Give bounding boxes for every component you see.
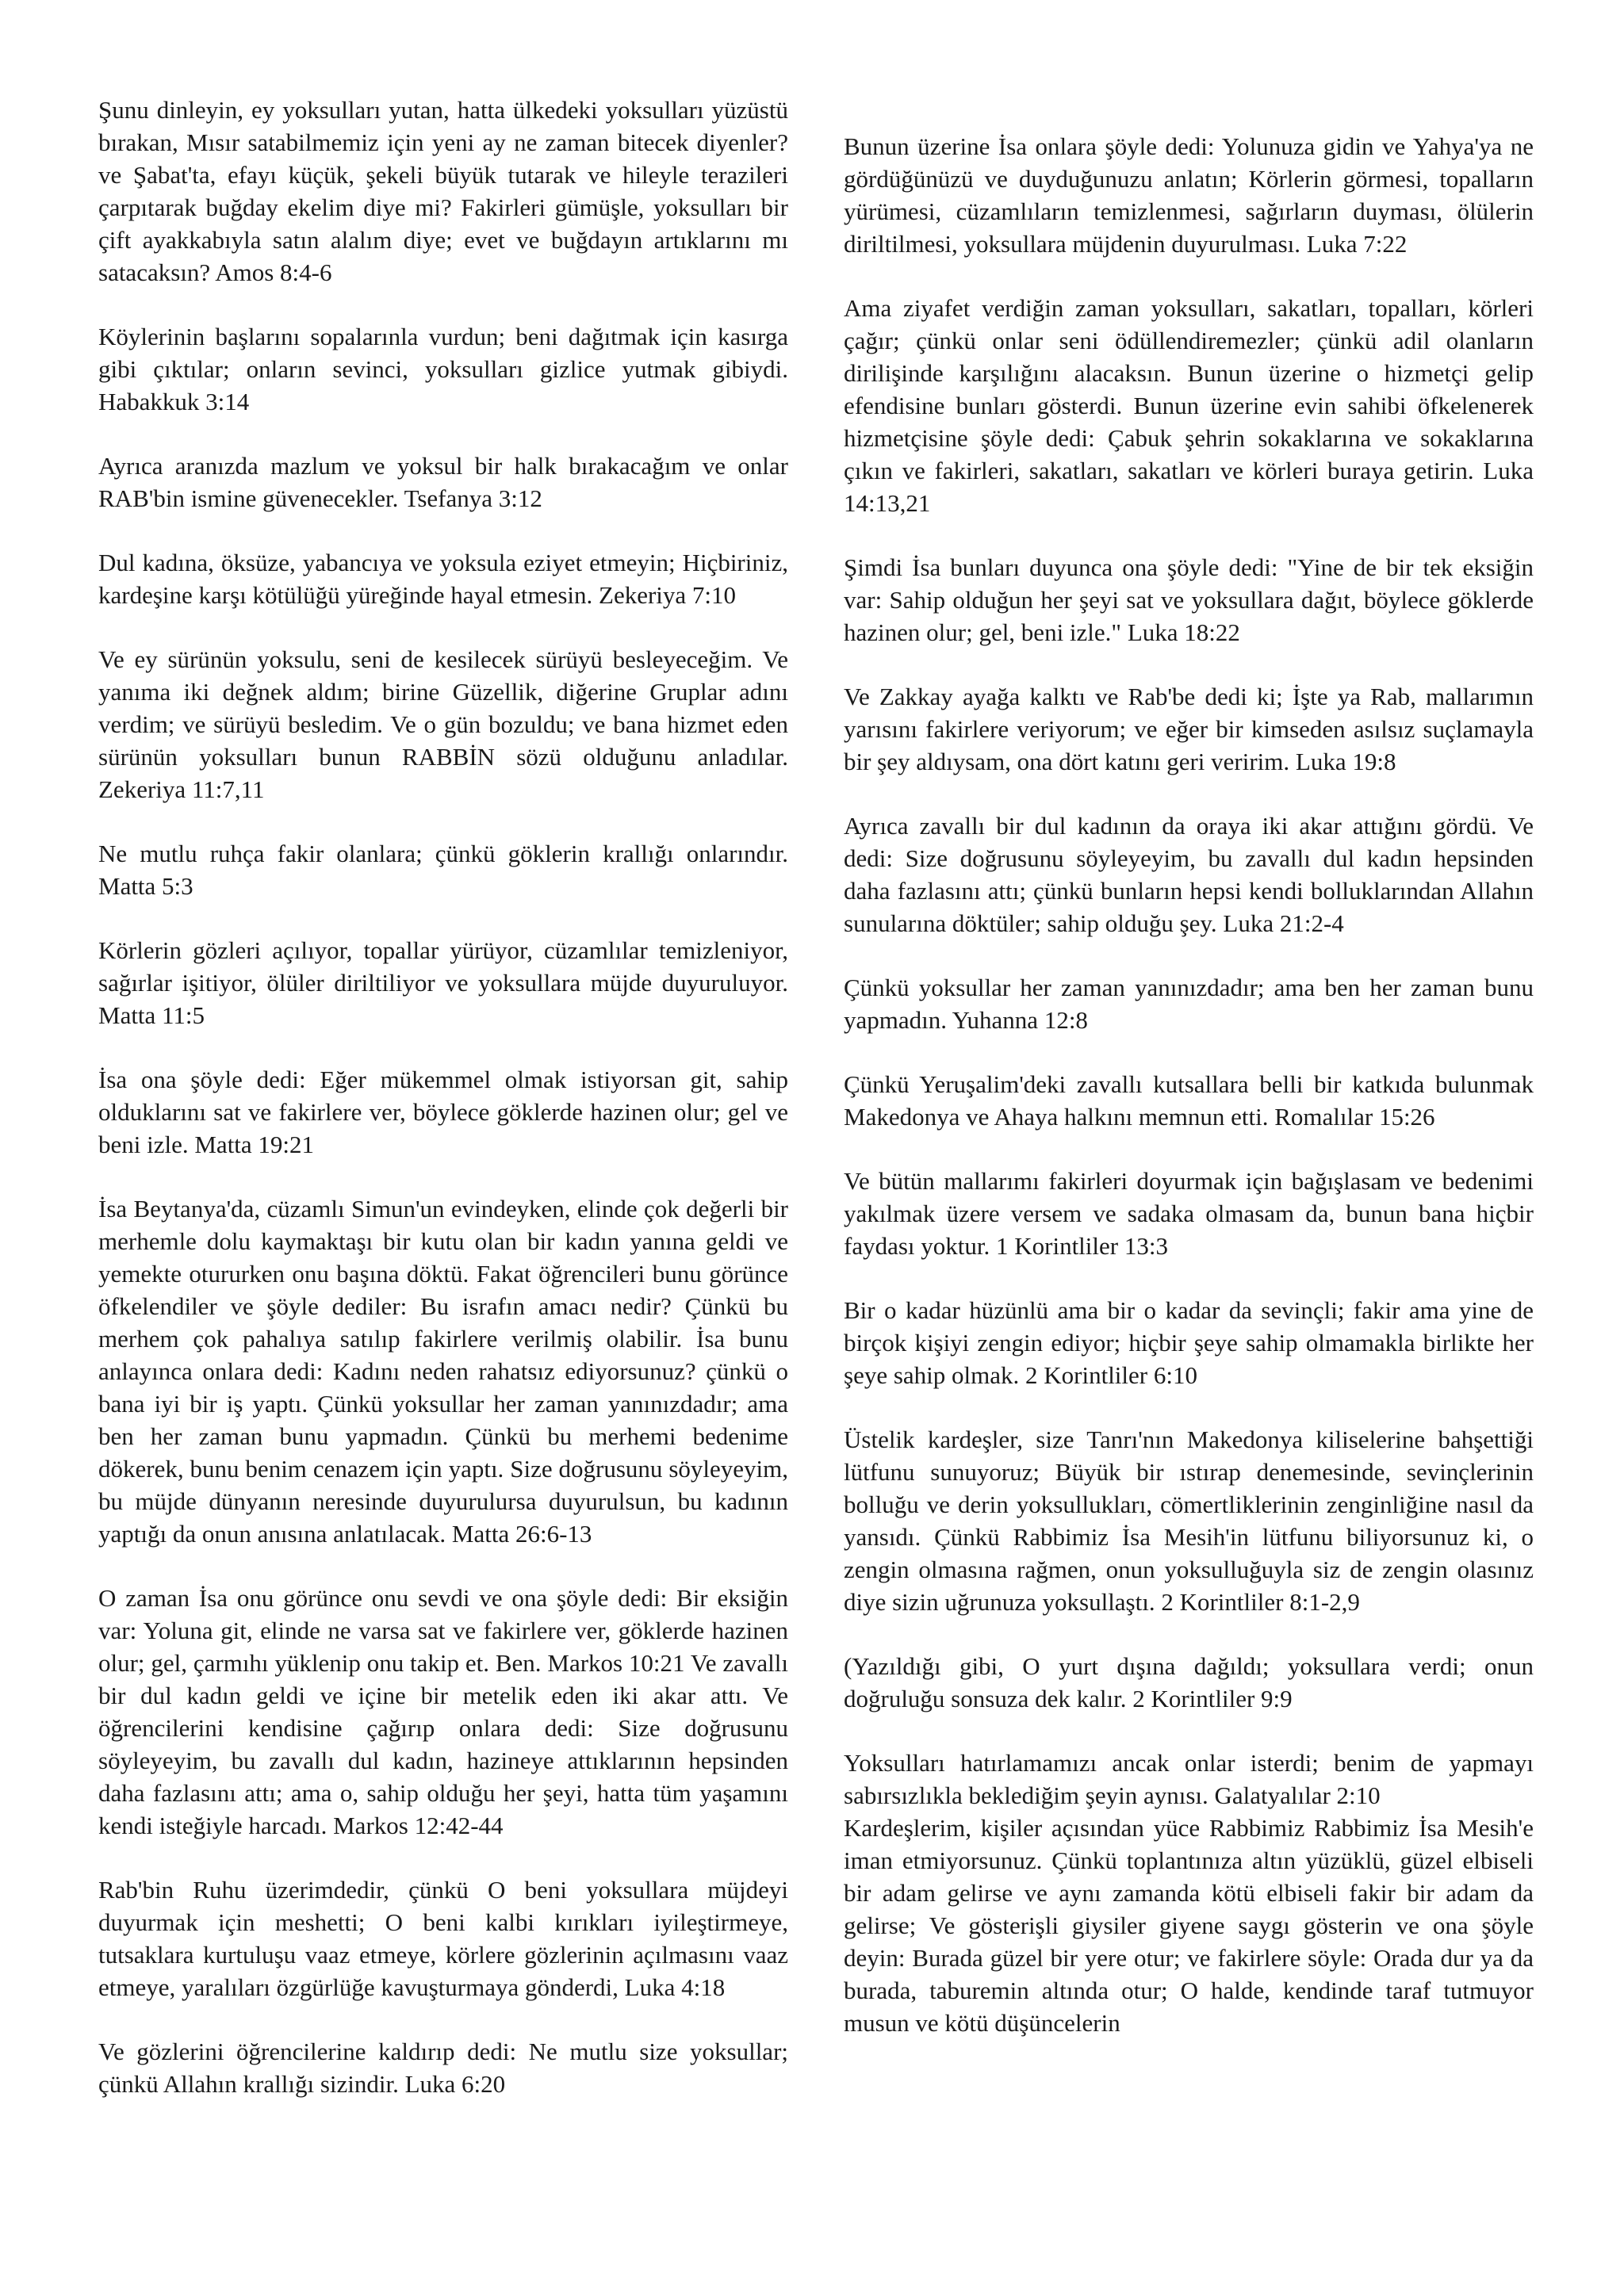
right-text-column bbox=[844, 130, 1534, 2071]
verse-paragraph: Ama ziyafet verdiğin zaman yoksulları, sakatları, topalları, körleri çağır; çünkü onlar seni ödüllendiremezler; çünkü adil olanların dirilişinde karşılığını alacaksın. Bunun üzerine o hizmetçi gelip efendisine bunları gösterdi. Bunun üzerine evin sahibi öfkelenerek hizmetçisine şöyle dedi: Çabuk şehrin sokaklarına ve sokaklarına çıkın ve fakirleri, sakatları, sakatları ve körleri buraya getirin. Luka 14:13,21 bbox=[844, 294, 1534, 517]
verse-paragraph: Üstelik kardeşler, size Tanrı'nın Makedonya kiliselerine bahşettiği lütfunu sunuyoruz; Büyük bir ıstırap denemesinde, sevinçlerinin bolluğu ve derin yoksullukları, cömertliklerinin zenginliğine nasıl da yansıdı. Çünkü Rabbimiz İsa Mesih'in lütfunu biliyorsunuz ki, o zengin olmasına rağmen, onun yoksulluğuyla siz de zengin olasınız diye sizin uğrunuza yoksullaştı. 2 Korintliler 8:1-2,9 bbox=[844, 1425, 1534, 1616]
verse-paragraph: İsa Beytanya'da, cüzamlı Simun'un evindeyken, elinde çok değerli bir merhemle dolu kaymaktaşı bir kutu olan bir kadın yanına geldi ve yemekte otururken onu başına döktü. Fakat öğrencileri bunu görünce öfkelendiler ve şöyle dediler: Bu israfın amacı nedir? Çünkü bu merhem çok pahalıya satılıp fakirlere verilmiş olabilir. İsa bunu anlayınca onlara dedi: Kadını neden rahatsız ediyorsunuz? çünkü o bana iyi bir iş yaptı. Çünkü yoksullar her zaman yanınızdadır; ama ben her zaman bunu yapmadın. Çünkü bu merhemi bedenime dökerek, bunu benim cenazem için yaptı. Size doğrusunu söyleyeyim, bu müjde dünyanın neresinde duyurulursa duyurulsun, bu kadının yaptığı da onun anısına anlatılacak. Matta 26:6-13 bbox=[98, 1195, 788, 1548]
verse-paragraph: Ve Zakkay ayağa kalktı ve Rab'be dedi ki; İşte ya Rab, mallarımın yarısını fakirlere veriyorum; ve eğer bir kimseden asılsız suçlamayla bir şey aldıysam, ona dört katını geri veririm. Luka 19:8 bbox=[844, 683, 1534, 775]
verse-paragraph: Çünkü Yeruşalim'deki zavallı kutsallara belli bir katkıda bulunmak Makedonya ve Ahaya halkını memnun etti. Romalılar 15:26 bbox=[844, 1070, 1534, 1131]
verse-paragraph: Çünkü yoksullar her zaman yanınızdadır; ama ben her zaman bunu yapmadın. Yuhanna 12:8 bbox=[844, 974, 1534, 1034]
verse-paragraph: Körlerin gözleri açılıyor, topallar yürüyor, cüzamlılar temizleniyor, sağırlar işitiyor, ölüler diriltiliyor ve yoksullara müjde duyuruluyor. Matta 11:5 bbox=[98, 936, 788, 1029]
verse-paragraph: Bir o kadar hüzünlü ama bir o kadar da sevinçli; fakir ama yine de birçok kişiyi zengin ediyor; hiçbir şeye sahip olmamakla birlikte her şeye sahip olmak. 2 Korintliler 6:10 bbox=[844, 1296, 1534, 1389]
verse-paragraph: Şimdi İsa bunları duyunca ona şöyle dedi: "Yine de bir tek eksiğin var: Sahip olduğun her şeyi sat ve yoksullara dağıt, böylece göklerde hazinen olur; gel, beni izle." Luka 18:22 bbox=[844, 553, 1534, 646]
verse-paragraph: Ayrıca aranızda mazlum ve yoksul bir halk bırakacağım ve onlar RAB'bin ismine güvenecekler. Tsefanya 3:12 bbox=[98, 452, 788, 512]
verse-paragraph: Ayrıca zavallı bir dul kadının da oraya iki akar attığını gördü. Ve dedi: Size doğrusunu söyleyeyim, bu zavallı dul kadın hepsinden daha fazlasını attı; çünkü bunların hepsi kendi bolluklarından Allahın sunularına döktüler; sahip olduğu şey. Luka 21:2-4 bbox=[844, 812, 1534, 937]
verse-paragraph: Bunun üzerine İsa onlara şöyle dedi: Yolunuza gidin ve Yahya'ya ne gördüğünüzü ve duyduğunuzu anlatın; Körlerin görmesi, topalların yürümesi, cüzamlıların temizlenmesi, sağırların duyması, ölülerin diriltilmesi, yoksullara müjdenin duyurulması. Luka 7:22 bbox=[844, 132, 1534, 258]
verse-paragraph: Ne mutlu ruhça fakir olanlara; çünkü göklerin krallığı onlarındır. Matta 5:3 bbox=[98, 840, 788, 900]
verse-paragraph: Yoksulları hatırlamamızı ancak onlar isterdi; benim de yapmayı sabırsızlıkla beklediğim şeyin aynısı. Galatyalılar 2:10 bbox=[844, 1749, 1534, 1809]
verse-paragraph: Kardeşlerim, kişiler açısından yüce Rabbimiz Rabbimiz İsa Mesih'e iman etmiyorsunuz. Çünkü toplantınıza altın yüzüklü, güzel elbiseli bir adam gelirse ve aynı zamanda kötü elbiseli fakir bir adam da gelirse; Ve gösterişli giysiler giyene saygı gösterin ve ona şöyle deyin: Burada güzel bir yere otur; ve fakirlere söyle: Orada dur ya da burada, taburemin altında otur; O halde, kendinde taraf tutmuyor musun ve kötü düşüncelerin bbox=[844, 1814, 1534, 2037]
verse-paragraph: Ve bütün mallarımı fakirleri doyurmak için bağışlasam ve bedenimi yakılmak üzere versem ve sadaka olmasam da, bunun bana hiçbir faydası yoktur. 1 Korintliler 13:3 bbox=[844, 1167, 1534, 1260]
verse-paragraph: O zaman İsa onu görünce onu sevdi ve ona şöyle dedi: Bir eksiğin var: Yoluna git, elinde ne varsa sat ve fakirlere ver, göklerde hazinen olur; gel, çarmıhı yüklenip onu takip et. Ben. Markos 10:21 Ve zavallı bir dul kadın geldi ve içine bir metelik eden iki akar attı. Ve öğrencilerini kendisine çağırıp onlara dedi: Size doğrusunu söyleyeyim, bu zavallı dul kadın, hazineye attıklarının hepsinden daha fazlasını attı; ama o, sahip olduğu her şeyi, hatta tüm yaşamını kendi isteğiyle harcadı. Markos 12:42-44 bbox=[98, 1584, 788, 1839]
verse-paragraph: Köylerinin başlarını sopalarınla vurdun; beni dağıtmak için kasırga gibi çıktılar; onların sevinci, yoksulları gizlice yutmak gibiydi. Habakkuk 3:14 bbox=[98, 323, 788, 415]
left-text-column bbox=[98, 94, 788, 2132]
verse-paragraph: Ve ey sürünün yoksulu, seni de kesilecek sürüyü besleyeceğim. Ve yanıma iki değnek aldım; birine Güzellik, diğerine Gruplar adını verdim; ve sürüyü besledim. Ve o gün bozuldu; ve bana hizmet eden sürünün yoksulları bunun RABBİN sözü olduğunu anladılar. Zekeriya 11:7,11 bbox=[98, 645, 788, 803]
verse-paragraph: Rab'bin Ruhu üzerimdedir, çünkü O beni yoksullara müjdeyi duyurmak için meshetti; O beni kalbi kırıkları iyileştirmeye, tutsaklara kurtuluşu vaaz etmeye, körlere gözlerinin açılmasını vaaz etmeye, yaralıları özgürlüğe kavuşturmaya gönderdi, Luka 4:18 bbox=[98, 1876, 788, 2001]
verse-paragraph: İsa ona şöyle dedi: Eğer mükemmel olmak istiyorsan git, sahip olduklarını sat ve fakirlere ver, böylece göklerde hazinen olur; gel ve beni izle. Matta 19:21 bbox=[98, 1066, 788, 1158]
verse-paragraph: Ve gözlerini öğrencilerine kaldırıp dedi: Ne mutlu size yoksullar; çünkü Allahın krallığı sizindir. Luka 6:20 bbox=[98, 2038, 788, 2098]
verse-paragraph: Şunu dinleyin, ey yoksulları yutan, hatta ülkedeki yoksulları yüzüstü bırakan, Mısır satabilmemiz için yeni ay ne zaman bitecek diyenler? ve Şabat'ta, efayı küçük, şekeli büyük tutarak ve hileyle terazileri çarpıtarak buğday ekelim diye mi? Fakirleri gümüşle, yoksulları bir çift ayakkabıyla satın alalım diye; evet ve buğdayın artıklarını mı satacaksın? Amos 8:4-6 bbox=[98, 96, 788, 286]
verse-paragraph: (Yazıldığı gibi, O yurt dışına dağıldı; yoksullara verdi; onun doğruluğu sonsuza dek kalır. 2 Korintliler 9:9 bbox=[844, 1652, 1534, 1712]
verse-paragraph: Dul kadına, öksüze, yabancıya ve yoksula eziyet etmeyin; Hiçbiriniz, kardeşine karşı kötülüğü yüreğinde hayal etmesin. Zekeriya 7:10 bbox=[98, 549, 788, 609]
